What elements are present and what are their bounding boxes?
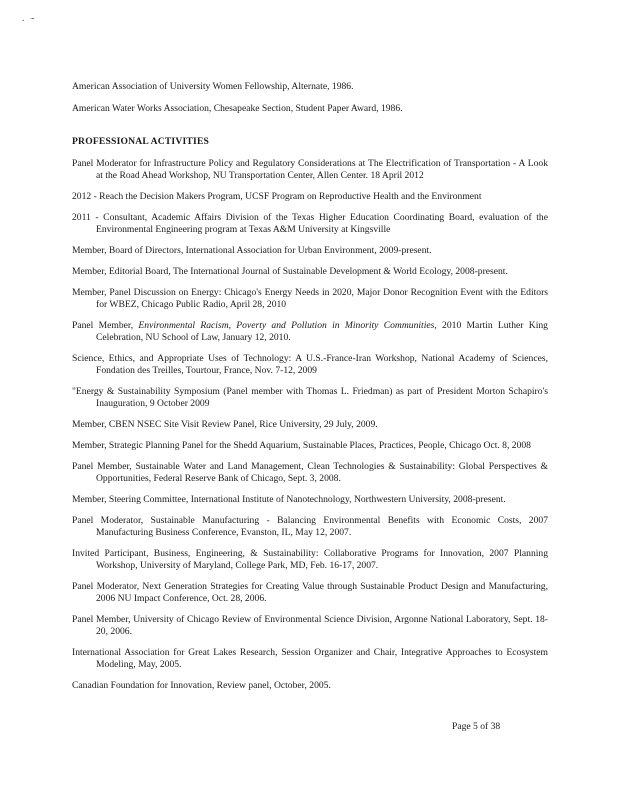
scan-mark: . - bbox=[22, 13, 37, 24]
activity-entry: International Association for Great Lakes Research, Session Organizer and Chair, Integrative Approaches to Ecosystem Modeling, May, 2005. bbox=[72, 647, 548, 670]
activity-entry-title: Environmental Racism, Poverty and Pollution in Minority Communities bbox=[138, 320, 435, 331]
activity-entry: Panel Moderator for Infrastructure Policy and Regulatory Considerations at The Electrification of Transportation - A Look at the Road Ahead Workshop, NU Transportation Center, Allen Center. 18 April 2012 bbox=[72, 158, 548, 181]
award-awwa: American Water Works Association, Chesapeake Section, Student Paper Award, 1986. bbox=[72, 103, 403, 114]
cv-content bbox=[72, 81, 548, 692]
activity-entry: Member, CBEN NSEC Site Visit Review Panel, Rice University, 29 July, 2009. bbox=[72, 419, 378, 430]
activity-entry: Panel Member, University of Chicago Review of Environmental Science Division, Argonne National Laboratory, Sept. 18-20, 2006. bbox=[72, 614, 548, 637]
activity-entry: Panel Moderator, Next Generation Strategies for Creating Value through Sustainable Product Design and Manufacturing, 2006 NU Impact Conference, Oct. 28, 2006. bbox=[72, 581, 548, 604]
activity-entry: Panel Moderator, Sustainable Manufacturing - Balancing Environmental Benefits with Economic Costs, 2007 Manufacturing Business Conference, Evanston, IL, May 12, 2007. bbox=[72, 515, 548, 538]
activity-entry: Member, Steering Committee, International Institute of Nanotechnology, Northwestern University, 2008-present. bbox=[72, 494, 506, 505]
page-number: Page 5 of 38 bbox=[452, 721, 501, 732]
activity-entry: 2011 - Consultant, Academic Affairs Division of the Texas Higher Education Coordinating Board, evaluation of the Environmental Engineering program at Texas A&M University at Kingsville bbox=[72, 212, 548, 235]
activity-entry: Panel Member, Sustainable Water and Land Management, Clean Technologies & Sustainability: Global Perspectives & Opportunities, Federal Reserve Bank of Chicago, Sept. 3, 2008. bbox=[72, 461, 548, 484]
activity-entry-prefix: Panel Member, bbox=[72, 320, 139, 331]
activity-entry: Canadian Foundation for Innovation, Review panel, October, 2005. bbox=[72, 680, 331, 691]
activity-entry: Member, Editorial Board, The International Journal of Sustainable Development & World Ecology, 2008-present. bbox=[72, 266, 508, 277]
section-heading: PROFESSIONAL ACTIVITIES bbox=[72, 136, 210, 147]
activity-entry-suffix: , 2010 Martin Luther King Celebration, NU School of Law, January 12, 2010. bbox=[96, 320, 548, 343]
activity-entry bbox=[72, 320, 548, 344]
activity-entry: Member, Strategic Planning Panel for the Shedd Aquarium, Sustainable Places, Practices, People, Chicago Oct. 8, 2008 bbox=[72, 440, 531, 451]
activity-entry: Member, Board of Directors, International Association for Urban Environment, 2009-present. bbox=[72, 245, 432, 256]
activity-entry: 2012 - Reach the Decision Makers Program, UCSF Program on Reproductive Health and the Environment bbox=[72, 191, 482, 202]
activity-entry: Science, Ethics, and Appropriate Uses of Technology: A U.S.-France-Iran Workshop, National Academy of Sciences, Fondation des Treilles, Tourtour, France, Nov. 7-12, 2009 bbox=[72, 353, 548, 376]
activity-entry: Invited Participant, Business, Engineering, & Sustainability: Collaborative Programs for Innovation, 2007 Planning Workshop, University of Maryland, College Park, MD, Feb. 16-17, 2007. bbox=[72, 548, 548, 571]
activity-entry: Member, Panel Discussion on Energy: Chicago's Energy Needs in 2020, Major Donor Recognition Event with the Editors for WBEZ, Chicago Public Radio, April 28, 2010 bbox=[72, 287, 548, 310]
activity-entry: "Energy & Sustainability Symposium (Panel member with Thomas L. Friedman) as part of President Morton Schapiro's Inauguration, 9 October 2009 bbox=[72, 386, 548, 409]
award-aauw: American Association of University Women Fellowship, Alternate, 1986. bbox=[72, 81, 354, 92]
